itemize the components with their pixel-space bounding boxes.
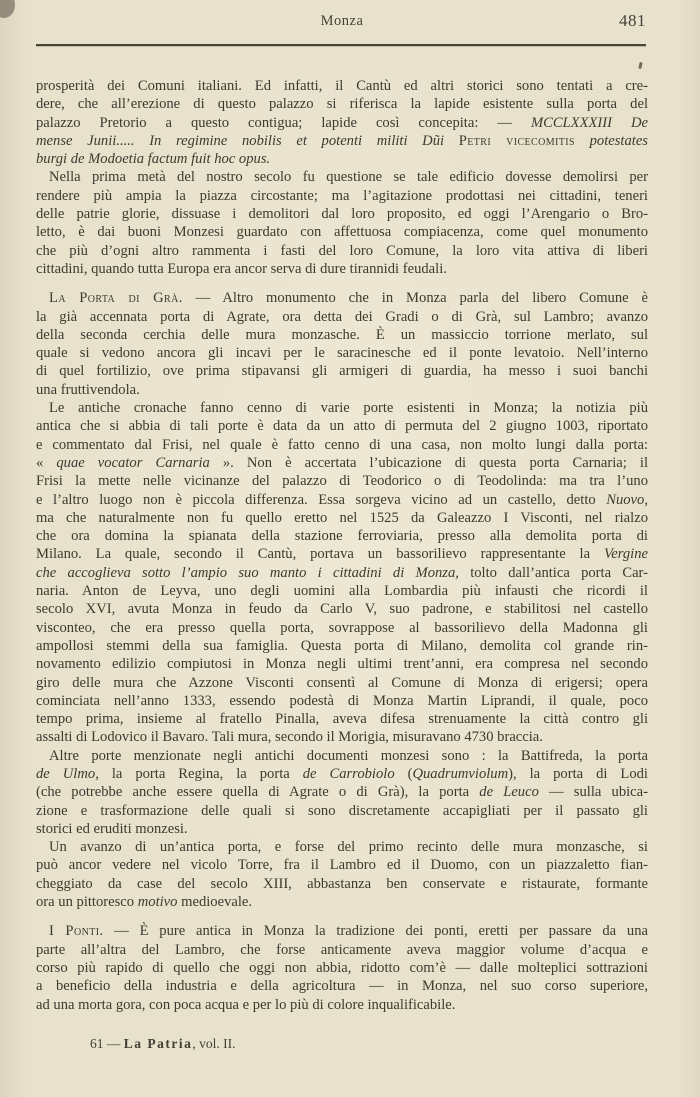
text-line: ma che naturalmente non fu quello eretto nel 1525 da Galeazzo I Visconti, nel rialzo [36,509,648,526]
text-line: I Ponti. — È pure antica in Monza la tradizione dei ponti, eretti per passare da una [49,923,648,940]
text-line: Un avanzo di un’antica porta, e forse del primo recinto delle mura monzasche, si [49,839,648,856]
page-header [36,13,648,37]
running-title: Monza [320,13,364,29]
text-line: letto, è dai buoni Monzesi guardato con affettuosa compiacenza, come quel monumento [36,224,648,241]
text-line: di quel fortilizio, ove prima stipavansi gli armigeri di guardia, ha messo i suoi banchi [36,363,648,380]
paragraph [36,922,648,1013]
text-line: della seconda cerchia delle mura monzasche. È un massiccio torrione merlato, sul [36,326,648,343]
paragraph [36,747,648,838]
text-line: (che potrebbe anche essere quella di Agrate o di Grà), la porta de Leuco — sulla ubica- [36,784,648,801]
text-line: cittadini, quando tutta Europa era ancor serva di dure tirannidi feudali. [36,260,447,277]
text-line: rendere più ampia la piazza circostante; ma l’agitazione prodottasi nei cittadini, teneri [36,187,648,204]
text-line: giro delle mura che Azzone Visconti consentì al Comune di Monza di erigersi; opera [36,674,648,691]
text-line: novamento edilizio compiutosi in Monza negli ultimi trent’anni, era compresa nel secondo [36,656,648,673]
text-line: dere, che all’erezione di questo palazzo si riferisca la lapide esistente sulla porta del [36,96,648,113]
text-line: Frisi la mette nelle vicinanze del palazzo di Teodorico o di Teodolinda: ma tra l’uno [36,473,648,490]
text-line: burgi de Modoetia factum fuit hoc opus. [36,151,271,168]
text-line: che più d’ogni altro rammenta i fasti del loro Comune, la loro vita attiva di liberi [36,242,648,259]
text-line: può ancor vedere nel vicolo Torre, fra il Lambro ed il Duomo, con un piazzaletto fian- [36,857,648,874]
paragraph [36,289,648,399]
text-line: ampollosi stemmi della sua famiglia. Questa porta di Milano, demolita col grande rin- [36,637,648,654]
text-line: una fruttivendola. [36,381,140,398]
text-line: assalti di Lodovico il Bavaro. Tali mura, secondo il Morigia, misuravano 4730 braccia. [36,729,543,746]
text-line: tempo prima, insieme al fratello Pinalla, aveva difesa strenuamente la città contro gli [36,711,648,728]
paragraph [36,838,648,911]
text-line: zione e trasformazione delle quali si sono discretamente accapigliati per il passato gli [36,802,648,819]
page-footer [90,1036,236,1052]
text-line: la già accennata porta di Agrate, ora detta dei Gradi o di Grà, sul Lambro; avanzo [36,308,648,325]
text-line: corso più rapido di quello che oggi non abbia, ridotto com’è — dalle molteplici sottrazioni [36,959,648,976]
text-line: Altre porte menzionate negli antichi documenti monzesi sono : la Battifreda, la porta [49,747,648,764]
text-line: « quae vocator Carnaria ». Non è accertata l’ubicazione di questa porta Carnaria; il [36,454,648,471]
page-number: 481 [619,11,646,30]
text-line: quale si vedono ancora gli incavi per le saracinesche ed il ponte levatoio. Nell’interno [36,345,648,362]
text-line: naria. Anton de Leyva, uno degli uomini alla Lombardia più infausti che ricordi il [36,583,648,600]
paragraph [36,77,648,168]
text-line: parte all’altra del Lambro, che forse anticamente aveva maggior volume d’acqua e [36,941,648,958]
text-line: a beneficio della industria e della agricoltura — in Monza, nel suo corso superiore, [36,978,648,995]
text-line: delle patrie glorie, dissuase i demolitori dal loro proposito, ed oggi l’Arengario o Bro- [36,206,648,223]
paragraph [36,168,648,278]
text-line: secolo XVI, avuta Monza in feudo da Carlo V, suo padrone, e stabilitosi nel castello [36,601,648,618]
footer-volume: , vol. II. [192,1036,236,1051]
paragraph [36,399,648,747]
text-body [36,77,648,1014]
text-line: palazzo Pretorio a questo contigua; lapide così concepita: — MCCLXXXIII De [36,114,648,131]
text-line: antica che si abbia di tali porte è data da un atto di permuta del 2 giugno 1003, riportato [36,418,648,435]
text-line: cominciata nell’anno 1333, essendo podestà di Monza Martin Liprandi, il quale, poco [36,692,648,709]
text-line: Nella prima metà del nostro secolo fu questione se tale edificio dovesse demolirsi per [49,169,648,186]
text-line: de Ulmo, la porta Regina, la porta de Carrobiolo (Quadrumviolum), la porta di Lodi [36,765,648,782]
text-line: ora un pittoresco motivo medioevale. [36,894,253,911]
text-line: ad una morta gora, con poca acqua e per lo più di colore inqualificabile. [36,996,456,1013]
footer-signature: 61 — [90,1036,124,1051]
text-line: Le antiche cronache fanno cenno di varie porte esistenti in Monza; la notizia più [49,400,648,417]
text-line: storici ed eruditi monzesi. [36,820,188,837]
text-line: La Porta di Grà. — Altro monumento che in Monza parla del libero Comune è [49,290,648,307]
text-line: che accoglieva sotto l’ampio suo manto i cittadini di Monza, tolto dall’antica porta Car- [36,564,648,581]
header-rule [36,44,646,46]
text-line: e commentato dal Frisi, nel quale è fatto cenno di una casa, non molto lungi dalla porta: [36,436,648,453]
text-line: che ora domina la spianata della stazione ferroviaria, presso alla demolita porta di [36,528,648,545]
text-line: visconteo, che era presso quella porta, sovrappose al bassorilievo della Madonna gli [36,619,648,636]
footer-book-title: La Patria [123,1036,193,1051]
text-line: mense Junii..... In regimine nobilis et potenti militi Dũi Petri vicecomitis potestates [36,132,648,149]
text-line: e l’altro luogo non è piccola differenza. Essa sorgeva vicino ad un castello, detto Nuovo, [36,491,648,508]
text-line: prosperità dei Comuni italiani. Ed infatti, il Cantù ed altri storici sono tentati a cre- [36,78,648,94]
text-line: Milano. La quale, secondo il Cantù, portava un bassorilievo rappresentante la Vergine [36,546,648,563]
text-line: cheggiato da case del secolo XIII, abbastanza ben conservate e ristaurate, formante [36,875,648,892]
